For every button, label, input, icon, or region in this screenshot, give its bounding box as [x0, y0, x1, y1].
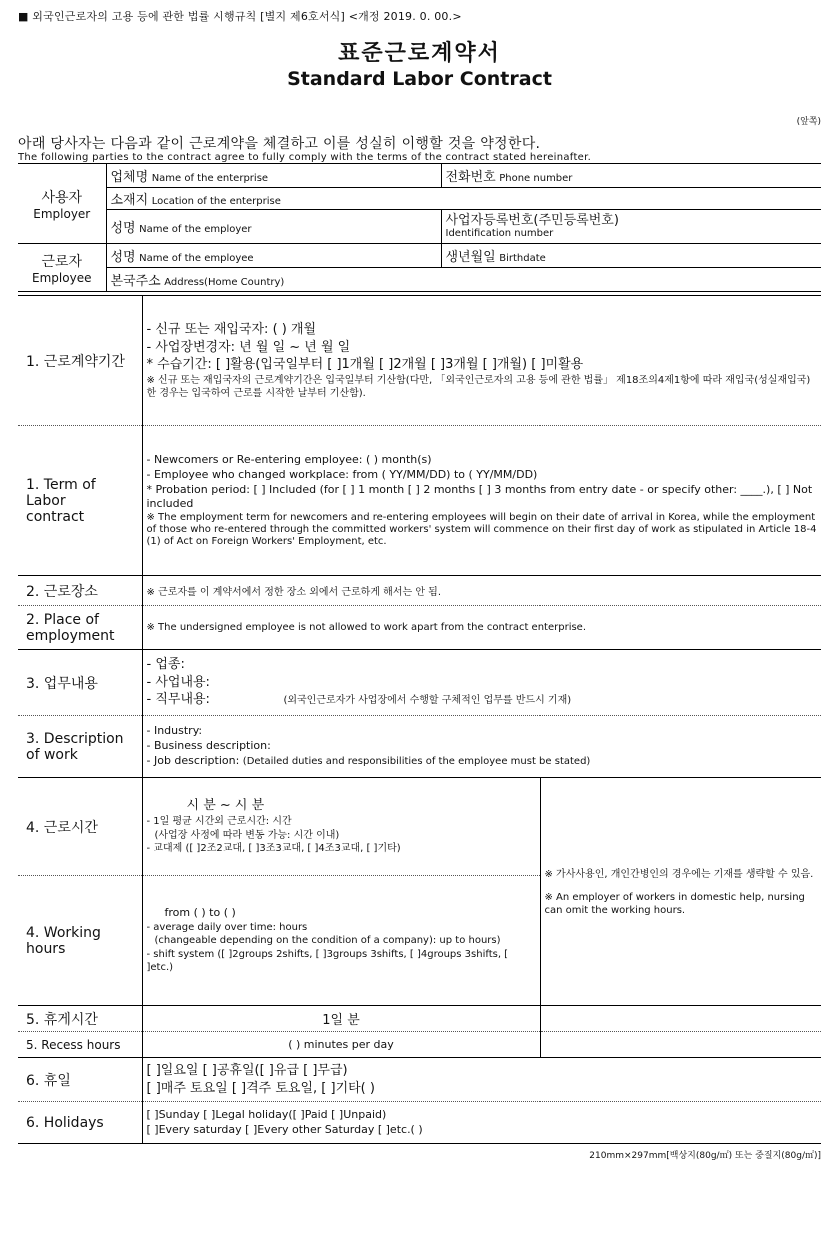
form-header-line: ■ 외국인근로자의 고용 등에 관한 법률 시행규칙 [별지 제6호서식] <개정 2019. 0. 00.>	[18, 10, 462, 23]
recess-blank-ko	[540, 1006, 821, 1032]
hours-en-overtime[interactable]: - average daily over time: hours	[146, 921, 308, 933]
front-side-mark: (앞쪽)	[796, 117, 821, 127]
work-en-industry[interactable]: - Industry:	[146, 724, 203, 738]
work-label-en: 3. Description of work	[18, 716, 142, 778]
work-content-ko	[142, 650, 821, 716]
employer-name-field[interactable]: 성명 Name of the employer	[106, 210, 441, 244]
holidays-en-line2[interactable]: [ ]Every saturday [ ]Every other Saturday [ ]etc.( )	[146, 1122, 423, 1136]
hours-side-note	[540, 778, 821, 1006]
work-en-job-note: (Detailed duties and responsibilities of the employee must be stated)	[242, 755, 591, 767]
hours-label-ko: 4. 근로시간	[18, 778, 142, 876]
work-ko-industry[interactable]: - 업종:	[146, 657, 185, 673]
enterprise-name-field[interactable]: 업체명 Name of the enterprise	[106, 164, 441, 188]
place-label-en: 2. Place of employment	[18, 606, 142, 650]
recess-label-ko: 5. 휴게시간	[18, 1006, 142, 1032]
employer-label: 사용자 Employer	[18, 164, 106, 244]
employee-name-field[interactable]: 성명 Name of the employee	[106, 244, 441, 268]
term-content-en	[142, 426, 821, 576]
place-text-ko: ※ 근로자를 이 계약서에서 정한 장소 외에서 근로하게 해서는 안 됨.	[142, 576, 821, 606]
hours-side-note-ko: ※ 가사사용인, 개인간병인의 경우에는 기재를 생략할 수 있음.	[544, 869, 814, 880]
work-en-job[interactable]: - Job description:	[146, 753, 240, 767]
term-ko-changer[interactable]: - 사업장변경자: 년 월 일 ~ 년 월 일	[146, 339, 351, 355]
paper-spec-footer: 210mm×297mm[백상지(80g/㎡) 또는 중질지(80g/㎡)]	[589, 1151, 821, 1161]
hours-en-range[interactable]: from ( ) to ( )	[164, 906, 236, 920]
term-ko-newcomer[interactable]: - 신규 또는 재입국자: ( ) 개월	[146, 322, 317, 338]
term-en-note: ※ The employment term for newcomers and re-entering employees will begin on their date of arrival in Korea, while the employment of those who re-entered through the committed workers' system will commence on their first day of work as stipulated in Article 18-4 (1) of Act on Foreign Workers' Employment, etc.	[146, 512, 817, 548]
identification-number-field[interactable]: 사업자등록번호(주민등록번호) Identification number	[441, 210, 821, 244]
enterprise-location-field[interactable]: 소재지 Location of the enterprise	[106, 188, 821, 210]
term-label-ko: 1. 근로계약기간	[18, 296, 142, 426]
recess-label-en: 5. Recess hours	[18, 1032, 142, 1058]
hours-ko-overtime[interactable]: - 1일 평균 시간외 근로시간: 시간	[146, 816, 292, 828]
term-label-en: 1. Term of Labor contract	[18, 426, 142, 576]
term-en-newcomer[interactable]: - Newcomers or Re-entering employee: ( ) month(s)	[146, 452, 432, 466]
phone-number-field[interactable]: 전화번호 Phone number	[441, 164, 821, 188]
work-ko-job-note: (외국인근로자가 사업장에서 수행할 구체적인 업무를 반드시 기재)	[283, 695, 572, 707]
intro-english: The following parties to the contract agree to fully comply with the terms of the contract stated hereinafter.	[18, 152, 592, 163]
work-ko-business[interactable]: - 사업내용:	[146, 674, 210, 690]
term-en-changer[interactable]: - Employee who changed workplace: from ( YY/MM/DD) to ( YY/MM/DD)	[146, 467, 538, 481]
terms-table	[18, 295, 821, 1144]
holidays-content-ko	[142, 1058, 821, 1102]
hours-label-en: 4. Working hours	[18, 876, 142, 1006]
recess-text-en[interactable]: ( ) minutes per day	[142, 1032, 540, 1058]
holidays-en-line1[interactable]: [ ]Sunday [ ]Legal holiday([ ]Paid [ ]Unpaid)	[146, 1107, 387, 1121]
contract-page	[18, 8, 821, 1161]
term-ko-probation[interactable]: * 수습기간: [ ]활용(입국일부터 [ ]1개월 [ ]2개월 [ ]3개월 [ ]개월) [ ]미활용	[146, 357, 584, 373]
work-content-en	[142, 716, 821, 778]
recess-blank-en	[540, 1032, 821, 1058]
parties-table	[18, 163, 821, 292]
recess-text-ko[interactable]: 1일 분	[142, 1006, 540, 1032]
employee-label: 근로자 Employee	[18, 244, 106, 292]
holidays-content-en	[142, 1102, 821, 1144]
hours-en-changeable[interactable]: (changeable depending on the condition of a company): up to hours)	[154, 935, 501, 947]
holidays-label-ko: 6. 휴일	[18, 1058, 142, 1102]
hours-side-note-en: ※ An employer of workers in domestic help, nursing can omit the working hours.	[544, 892, 805, 916]
place-text-en: ※ The undersigned employee is not allowed to work apart from the contract enterprise.	[142, 606, 821, 650]
hours-ko-range[interactable]: 시 분 ~ 시 분	[186, 798, 265, 814]
holidays-ko-line1[interactable]: [ ]일요일 [ ]공휴일([ ]유급 [ ]무급)	[146, 1062, 348, 1078]
term-en-probation[interactable]: * Probation period: [ ] Included (for [ ] 1 month [ ] 2 months [ ] 3 months from entry date - or specify other: ____.), [ ] Not included	[146, 482, 813, 511]
home-address-field[interactable]: 본국주소 Address(Home Country)	[106, 268, 821, 292]
hours-en-shift[interactable]: - shift system ([ ]2groups 2shifts, [ ]3groups 3shifts, [ ]4groups 3shifts, [ ]etc.)	[146, 948, 509, 974]
hours-ko-shift[interactable]: - 교대제 ([ ]2조2교대, [ ]3조3교대, [ ]4조3교대, [ ]기타)	[146, 843, 401, 855]
hours-ko-changeable[interactable]: (사업장 사정에 따라 변동 가능: 시간 이내)	[154, 829, 340, 841]
intro-korean: 아래 당사자는 다음과 같이 근로계약을 체결하고 이를 성실히 이행할 것을 약정한다.	[18, 136, 541, 152]
holidays-ko-line2[interactable]: [ ]매주 토요일 [ ]격주 토요일, [ ]기타( )	[146, 1080, 375, 1096]
work-label-ko: 3. 업무내용	[18, 650, 142, 716]
term-ko-note: ※ 신규 또는 재입국자의 근로계약기간은 입국일부터 기산함(다만, 「외국인근로자의 고용 등에 관한 법률」 제18조의4제1항에 따라 재입국(성실재입국)한 경우는 입국하여 근로를 시작한 날부터 기산함).	[146, 374, 811, 399]
place-label-ko: 2. 근로장소	[18, 576, 142, 606]
work-en-business[interactable]: - Business description:	[146, 739, 271, 753]
term-content-ko	[142, 296, 821, 426]
title-korean: 표준근로계약서	[338, 41, 501, 66]
title-english: Standard Labor Contract	[287, 68, 552, 90]
birthdate-field[interactable]: 생년월일 Birthdate	[441, 244, 821, 268]
work-ko-job[interactable]: - 직무내용:	[146, 692, 210, 708]
hours-content-ko	[142, 778, 540, 876]
holidays-label-en: 6. Holidays	[18, 1102, 142, 1144]
hours-content-en	[142, 876, 540, 1006]
